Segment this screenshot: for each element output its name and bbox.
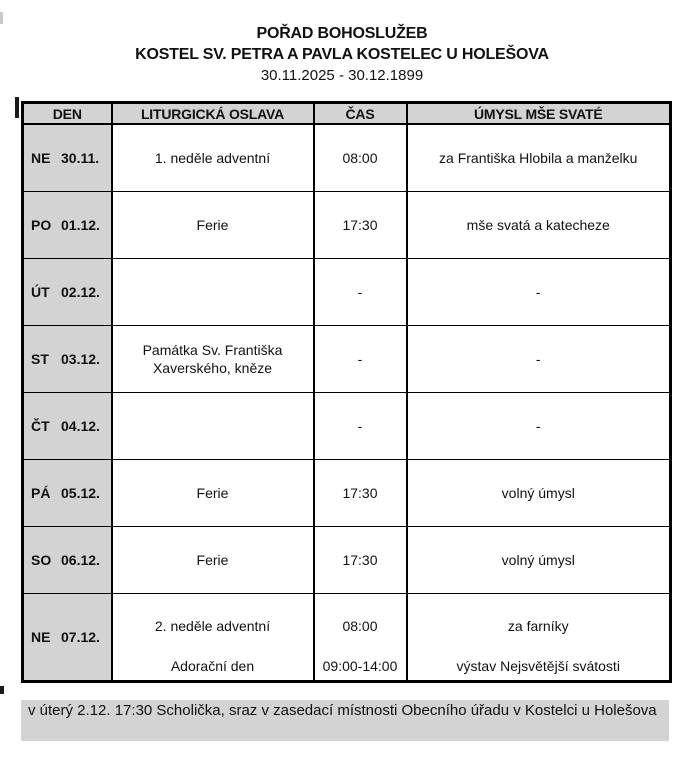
day-abbrev: ÚT: [31, 283, 50, 300]
intention-line-1: za farníky: [507, 617, 569, 634]
day-date: 30.11.: [61, 149, 100, 166]
celebration-cell: Památka Sv. Františka Xaverského, kněze: [112, 325, 314, 392]
day-cell: [23, 258, 112, 325]
celebration-cell: Ferie: [112, 459, 314, 526]
col-header-celebration: LITURGICKÁ OSLAVA: [112, 103, 314, 125]
table-row: [23, 258, 671, 325]
time-cell: -: [314, 325, 407, 392]
table-row: [23, 593, 671, 681]
intention-cell: mše svatá a katecheze: [407, 191, 671, 258]
schedule-table: [21, 101, 672, 683]
time-cell: 08:00: [314, 124, 407, 191]
intention-cell: [407, 593, 671, 681]
day-abbrev: ST: [31, 350, 49, 367]
intention-cell: -: [407, 325, 671, 392]
table-row: [23, 392, 671, 459]
page-title: POŘAD BOHOSLUŽEB: [256, 25, 428, 42]
col-header-day: DEN: [23, 103, 112, 125]
day-abbrev: ČT: [31, 417, 50, 434]
celebration-cell: 1. neděle adventní: [112, 124, 314, 191]
intention-cell: -: [407, 392, 671, 459]
celebration-cell: [112, 392, 314, 459]
time-cell: 17:30: [314, 459, 407, 526]
intention-cell: -: [407, 258, 671, 325]
day-abbrev: PO: [31, 216, 52, 233]
table-row: [23, 124, 671, 191]
day-abbrev: SO: [31, 551, 52, 568]
table-row: [23, 325, 671, 392]
celebration-line-1: 2. neděle adventní: [154, 617, 271, 634]
day-cell: [23, 526, 112, 593]
scan-artifact: [15, 97, 19, 118]
day-cell: [23, 191, 112, 258]
intention-cell: volný úmysl: [407, 526, 671, 593]
celebration-cell: Ferie: [112, 526, 314, 593]
footer-note: v úterý 2.12. 17:30 Scholička, sraz v zasedací místnosti Obecního úřadu v Kostelci u Holešova: [21, 700, 669, 741]
scan-artifact: [0, 12, 3, 24]
day-date: 01.12.: [61, 216, 100, 233]
day-cell: [23, 124, 112, 191]
day-cell: [23, 593, 112, 681]
day-date: 05.12.: [61, 484, 100, 501]
document-header: [0, 0, 684, 86]
celebration-cell: [112, 258, 314, 325]
day-date: 04.12.: [61, 417, 100, 434]
day-abbrev: PÁ: [31, 484, 51, 501]
day-cell: [23, 392, 112, 459]
time-cell: [314, 593, 407, 681]
celebration-cell: [112, 593, 314, 681]
date-range: 30.11.2025 - 30.12.1899: [260, 67, 424, 84]
table-row: [23, 191, 671, 258]
day-cell: [23, 459, 112, 526]
table-row: [23, 459, 671, 526]
time-cell: 17:30: [314, 526, 407, 593]
day-date: 06.12.: [61, 551, 100, 568]
scan-artifact: [0, 686, 4, 694]
time-line-2: 09:00-14:00: [322, 657, 398, 674]
day-date: 03.12.: [61, 350, 100, 367]
day-cell: [23, 325, 112, 392]
celebration-line-2: Adorační den: [170, 657, 255, 674]
intention-line-2: výstav Nejsvětější svátosti: [456, 657, 620, 674]
table-header-row: [23, 103, 671, 125]
table-row: [23, 526, 671, 593]
day-abbrev: NE: [31, 149, 51, 166]
time-cell: -: [314, 392, 407, 459]
intention-cell: za Františka Hlobila a manželku: [407, 124, 671, 191]
day-date: 07.12.: [61, 628, 100, 645]
page-subtitle: KOSTEL SV. PETRA A PAVLA KOSTELEC U HOLEŠOVA: [135, 46, 549, 63]
time-cell: 17:30: [314, 191, 407, 258]
time-line-1: 08:00: [342, 617, 378, 634]
day-abbrev: NE: [31, 628, 51, 645]
day-date: 02.12.: [61, 283, 100, 300]
col-header-intention: ÚMYSL MŠE SVATÉ: [407, 103, 671, 125]
col-header-time: ČAS: [314, 103, 407, 125]
intention-cell: volný úmysl: [407, 459, 671, 526]
time-cell: -: [314, 258, 407, 325]
celebration-cell: Ferie: [112, 191, 314, 258]
